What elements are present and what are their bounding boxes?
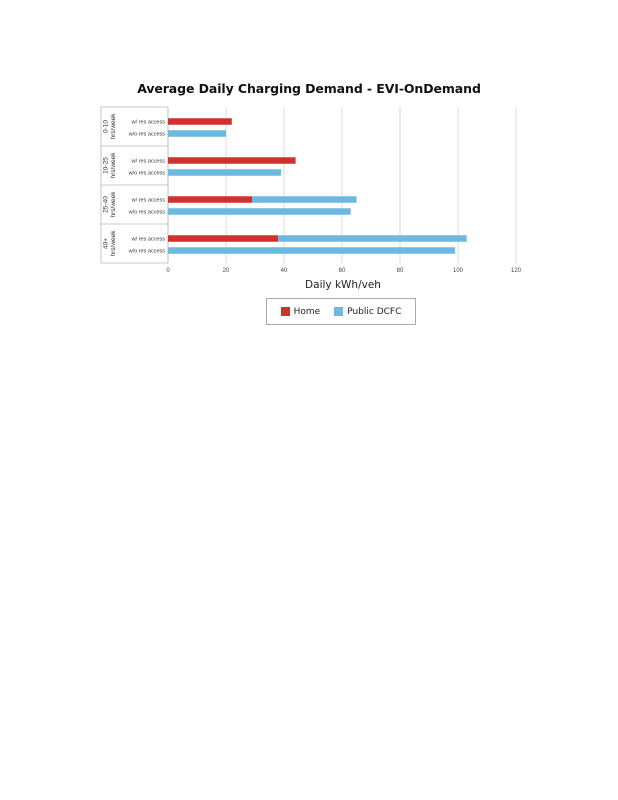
bar-dcfc — [168, 247, 455, 254]
legend-label-home: Home — [293, 306, 321, 317]
legend — [266, 298, 416, 325]
bar-dcfc — [252, 196, 356, 203]
legend-item-dcfc — [334, 307, 401, 317]
legend-swatch-home — [281, 307, 290, 316]
group-label-line: hrs/week — [110, 230, 117, 257]
row-label: w/ res access — [131, 236, 165, 243]
group-label-line: 40+ — [102, 237, 110, 250]
group-label — [103, 230, 118, 257]
bar-dcfc — [168, 208, 351, 215]
group-label-line: 10-25 — [102, 157, 110, 174]
bar-dcfc — [168, 169, 281, 176]
bar-dcfc — [168, 130, 226, 137]
x-tick-label: 20 — [222, 268, 230, 274]
bar-home — [168, 196, 252, 203]
row-label: w/o res access — [128, 131, 165, 138]
group-label-line: hrs/week — [110, 152, 117, 179]
group-label-line: 25-40 — [102, 196, 110, 213]
x-tick-label: 80 — [396, 268, 404, 274]
row-label: w/o res access — [128, 170, 165, 177]
row-label: w/ res access — [131, 119, 165, 126]
x-tick-label: 100 — [452, 268, 464, 274]
bar-dcfc — [278, 235, 467, 242]
row-label: w/o res access — [128, 209, 165, 216]
legend-label-dcfc: Public DCFC — [347, 306, 402, 317]
group-label-line: 0-10 — [102, 119, 110, 134]
group-label — [103, 113, 118, 140]
x-tick-label: 120 — [510, 268, 522, 274]
chart-title: Average Daily Charging Demand - EVI-OnDemand — [137, 81, 481, 96]
row-label: w/ res access — [131, 197, 165, 204]
group-label-line: hrs/week — [110, 113, 117, 140]
bar-home — [168, 235, 278, 242]
x-tick-label: 0 — [166, 268, 170, 274]
row-label: w/ res access — [131, 158, 165, 165]
row-label: w/o res access — [128, 248, 165, 255]
group-label-line: hrs/week — [110, 191, 117, 218]
bar-home — [168, 157, 296, 164]
group-label — [103, 152, 118, 179]
legend-swatch-dcfc — [334, 307, 343, 316]
legend-item-home — [281, 307, 321, 317]
bar-home — [168, 118, 232, 125]
group-label — [103, 191, 118, 218]
x-tick-label: 40 — [280, 268, 288, 274]
x-axis-label: Daily kWh/veh — [305, 279, 381, 291]
x-tick-label: 60 — [338, 268, 346, 274]
